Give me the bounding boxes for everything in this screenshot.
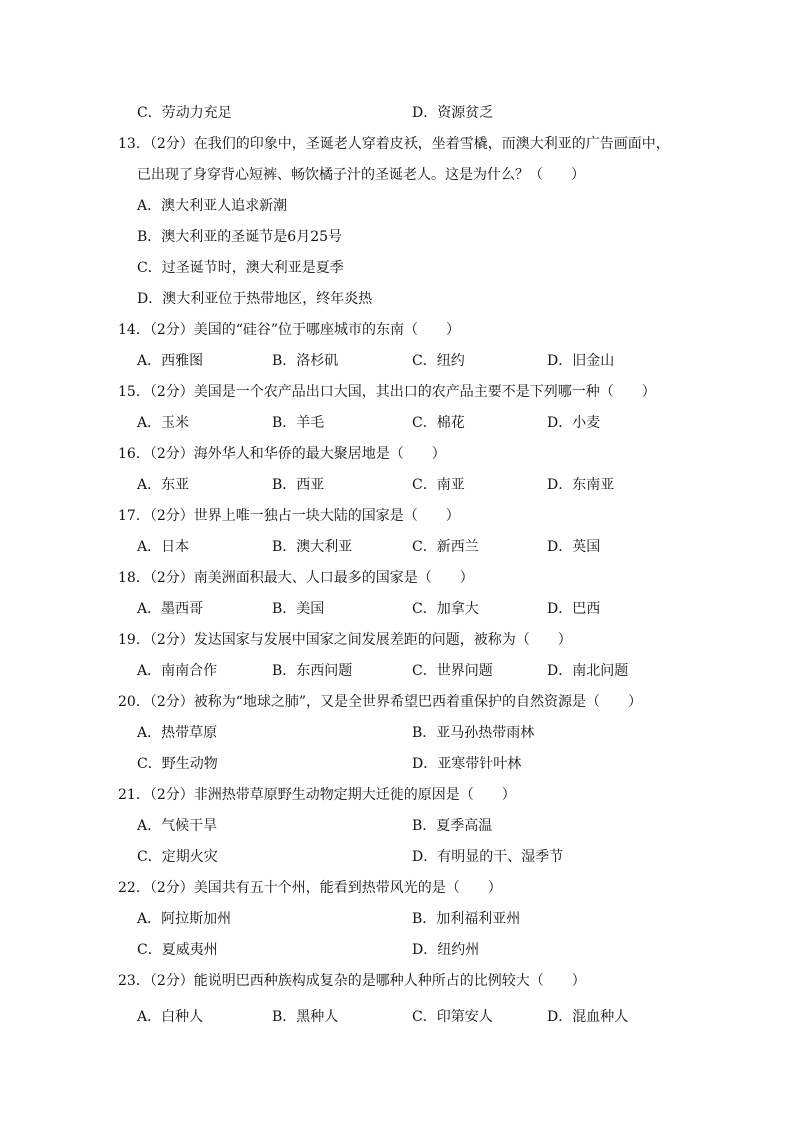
q17-option-c: C．新西兰 (412, 539, 479, 555)
q16-option-a: A．东亚 (137, 477, 190, 493)
q15-option-d: D．小麦 (547, 415, 601, 431)
q16-stem: 16．（2分）海外华人和华侨的最大聚居地是（ ） (118, 446, 446, 462)
q18-option-c: C．加拿大 (412, 601, 479, 617)
q14-option-b: B．洛杉矶 (272, 353, 339, 369)
q13-stem-line2: 已出现了身穿背心短裤、畅饮橘子汁的圣诞老人。这是为什么？（ ） (137, 167, 585, 183)
q22-stem: 22．（2分）美国共有五十个州，能看到热带风光的是（ ） (118, 880, 502, 896)
q18-stem: 18．（2分）南美洲面积最大、人口最多的国家是（ ） (118, 570, 474, 586)
q12-option-d: D．资源贫乏 (412, 105, 494, 121)
q17-option-b: B．澳大利亚 (272, 539, 353, 555)
q21-stem: 21．（2分）非洲热带草原野生动物定期大迁徙的原因是（ ） (118, 787, 516, 803)
q19-stem: 19．（2分）发达国家与发展中国家之间发展差距的问题，被称为（ ） (118, 632, 572, 648)
q22-option-d: D．纽约州 (412, 942, 480, 958)
q20-option-c: C．野生动物 (137, 756, 218, 772)
q13-stem-line1: 13．（2分）在我们的印象中，圣诞老人穿着皮袄，坐着雪橇，而澳大利亚的广告画面中， (118, 136, 670, 152)
q23-option-d: D．混血种人 (547, 1009, 629, 1025)
q23-option-b: B．黑种人 (272, 1009, 339, 1025)
q15-stem: 15．（2分）美国是一个农产品出口大国，其出口的农产品主要不是下列哪一种（ ） (118, 384, 656, 400)
q17-stem: 17．（2分）世界上唯一独占一块大陆的国家是（ ） (118, 508, 460, 524)
q14-stem: 14．（2分）美国的“硅谷”位于哪座城市的东南（ ） (118, 322, 461, 338)
q22-option-c: C．夏威夷州 (137, 942, 218, 958)
q20-option-d: D．亚寒带针叶林 (412, 756, 522, 772)
q14-option-d: D．旧金山 (547, 353, 615, 369)
q21-option-c: C．定期火灾 (137, 849, 218, 865)
q21-option-b: B．夏季高温 (412, 818, 493, 834)
q19-option-c: C．世界问题 (412, 663, 493, 679)
q18-option-d: D．巴西 (547, 601, 601, 617)
q23-option-c: C．印第安人 (412, 1009, 493, 1025)
q20-option-b: B．亚马孙热带雨林 (412, 725, 535, 741)
q14-option-a: A．西雅图 (137, 353, 204, 369)
q19-option-a: A．南南合作 (137, 663, 218, 679)
q23-option-a: A．白种人 (137, 1009, 204, 1025)
q16-option-b: B．西亚 (272, 477, 325, 493)
q19-option-b: B．东西问题 (272, 663, 353, 679)
q15-option-a: A．玉米 (137, 415, 190, 431)
q18-option-a: A．墨西哥 (137, 601, 204, 617)
q19-option-d: D．南北问题 (547, 663, 629, 679)
q12-option-c: C．劳动力充足 (137, 105, 232, 121)
q23-stem: 23．（2分）能说明巴西种族构成复杂的是哪种人种所占的比例较大（ ） (118, 973, 586, 989)
q15-option-c: C．棉花 (412, 415, 465, 431)
q18-option-b: B．美国 (272, 601, 325, 617)
q13-option-b: B．澳大利亚的圣诞节是6月25号 (137, 229, 343, 245)
q21-option-a: A．气候干旱 (137, 818, 218, 834)
q20-option-a: A．热带草原 (137, 725, 218, 741)
q22-option-b: B．加利福利亚州 (412, 911, 521, 927)
q13-option-a: A．澳大利亚人追求新潮 (137, 198, 288, 214)
q16-option-c: C．南亚 (412, 477, 465, 493)
q17-option-d: D．英国 (547, 539, 601, 555)
q21-option-d: D．有明显的干、湿季节 (412, 849, 564, 865)
q13-option-c: C．过圣诞节时，澳大利亚是夏季 (137, 260, 344, 276)
q13-option-d: D．澳大利亚位于热带地区，终年炎热 (137, 291, 373, 307)
q14-option-c: C．纽约 (412, 353, 465, 369)
q17-option-a: A．日本 (137, 539, 190, 555)
q15-option-b: B．羊毛 (272, 415, 325, 431)
q20-stem: 20．（2分）被称为“地球之肺”，又是全世界希望巴西着重保护的自然资源是（ ） (118, 694, 643, 710)
q22-option-a: A．阿拉斯加州 (137, 911, 232, 927)
q16-option-d: D．东南亚 (547, 477, 615, 493)
